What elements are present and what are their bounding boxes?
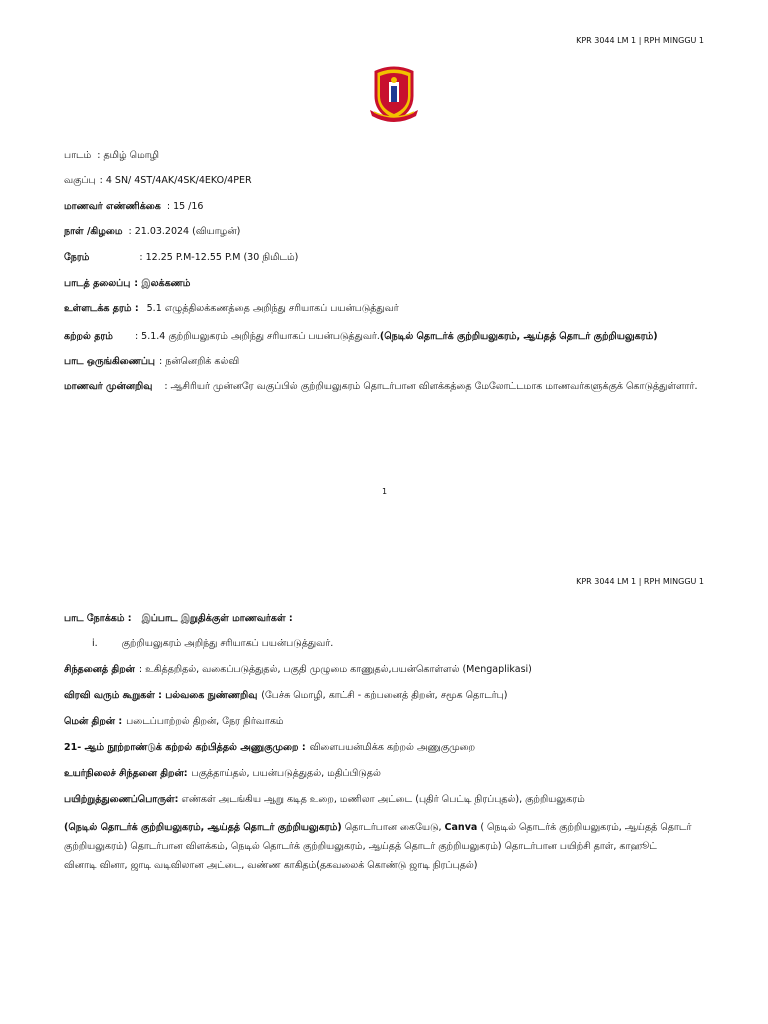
students-label: மாணவர் எண்ணிக்கை <box>64 201 161 212</box>
learning-standard-value: : 5.1.4 குற்றியலுகரம் அறிந்து சரியாகப் பயன்படுத்துவர். <box>134 331 380 342</box>
learning-standard-label: கற்றல் தரம் <box>64 331 113 342</box>
objective-item-text: குற்றியலுகரம் அறிந்து சரியாகப் பயன்படுத்துவர். <box>121 638 334 649</box>
students-value: : 15 /16 <box>166 201 204 212</box>
soft-skill-label: மென் திறன் : <box>64 716 123 727</box>
objective-row <box>64 612 293 626</box>
content-standard-value: 5.1 எழுத்திலக்கணத்தை அறிந்து சரியாகப் பயன்படுத்துவர் <box>146 303 399 314</box>
century-approach-value: விளைபயன்மிக்க கற்றல் அணுகுமுறை <box>309 742 476 753</box>
cross-element-row <box>64 689 507 703</box>
teaching-aids-bold: (நெடில் தொடர்க் குற்றியலுகரம், ஆய்தத் தொடர் குற்றியலுகரம்) <box>64 822 342 833</box>
content-standard-row <box>64 302 399 316</box>
integration-row <box>64 355 239 369</box>
date-value: : 21.03.2024 (வியாழன்) <box>128 226 241 237</box>
students-row <box>64 200 203 214</box>
school-crest-logo <box>370 66 418 124</box>
canva-label: Canva <box>444 822 478 833</box>
century-approach-label: 21- ஆம் நூற்றாண்டுக் கற்றல் கற்பித்தல் அணுகுமுறை : <box>64 742 306 753</box>
prior-knowledge-value: : ஆசிரியர் முன்னரே வகுப்பில் குற்றியலுகரம் தொடர்பான விளக்கத்தை மேலோட்டமாக மாணவர்களுக்குக் கொடுத்துள்ளார். <box>164 381 698 392</box>
subject-label: பாடம் <box>64 150 92 161</box>
integration-value: : நன்னெறிக் கல்வி <box>159 356 240 367</box>
prior-knowledge-row <box>64 377 703 397</box>
learning-standard-bold: (நெடில் தொடர்க் குற்றியலுகரம், ஆய்தத் தொடர் குற்றியலுகரம்) <box>379 331 658 342</box>
time-row <box>64 251 298 265</box>
page2-header: KPR 3044 LM 1 | RPH MINGGU 1 <box>576 577 704 586</box>
learning-standard-row <box>64 330 658 344</box>
page-number: 1 <box>382 487 388 496</box>
teaching-aids-row <box>64 793 585 807</box>
objective-item-number: i. <box>92 638 98 649</box>
objective-intro: இப்பாட இறுதிக்குள் மாணவர்கள் : <box>141 613 293 624</box>
class-label: வகுப்பு <box>64 175 96 186</box>
teaching-aids-line4 <box>64 859 477 873</box>
thinking-skill-value: : உகித்தறிதல், வகைப்படுத்துதல், பகுதி முழுமை காணுதல்,பயன்கொள்ளல் (Mengaplikasi) <box>138 664 532 675</box>
teaching-aids-line2 <box>64 821 691 835</box>
teaching-aids-label: பயிற்றுத்துணைப்பொருள்: <box>64 794 179 805</box>
teaching-aids-line2-b: ( நெடில் தொடர்க் குற்றியலுகரம், ஆய்தத் தொடர் <box>477 822 692 833</box>
teaching-aids-line2-a: தொடர்பான கையேடு, <box>341 822 445 833</box>
time-label: நேரம் <box>64 252 90 263</box>
date-label: நாள் /கிழமை <box>64 226 123 237</box>
hots-label: உயர்நிலைச் சிந்தனை திறன்: <box>64 768 188 779</box>
thinking-skill-row <box>64 663 532 677</box>
date-row <box>64 225 240 239</box>
teaching-aids-line3 <box>64 840 657 854</box>
subject-value: : தமிழ் மொழி <box>97 150 160 161</box>
time-value: : 12.25 P.M-12.55 P.M (30 நிமிடம்) <box>139 252 299 263</box>
hots-row <box>64 767 381 781</box>
cross-element-label: விரவி வரும் கூறுகள் : பல்வகை நுண்ணறிவு <box>64 690 258 701</box>
prior-knowledge-label: மாணவர் முன்னறிவு <box>64 381 153 392</box>
objective-label: பாட நோக்கம் : <box>64 613 132 624</box>
hots-value: பகுத்தாய்தல், பயன்படுத்துதல், மதிப்பிடுதல் <box>191 768 381 779</box>
topic-row <box>64 277 190 291</box>
class-row <box>64 174 252 188</box>
topic-value: : இலக்கணம் <box>134 278 191 289</box>
class-value: : 4 SN/ 4ST/4AK/4SK/4EKO/4PER <box>99 175 252 186</box>
page1-header: KPR 3044 LM 1 | RPH MINGGU 1 <box>576 36 704 45</box>
objective-item <box>92 637 333 651</box>
content-standard-label: உள்ளடக்க தரம் : <box>64 303 139 314</box>
subject-row <box>64 149 159 163</box>
teaching-aids-line4-text: வினாடி வினா, ஜாடி வடிவிலான அட்டை, வண்ண காகிதம்(தகவலைக் கொண்டு ஜாடி நிரப்புதல்) <box>64 860 478 871</box>
soft-skill-row <box>64 715 284 729</box>
thinking-skill-label: சிந்தனைத் திறன் <box>64 664 135 675</box>
soft-skill-value: படைப்பாற்றல் திறன், நேர நிர்வாகம் <box>126 716 284 727</box>
topic-label: பாடத் தலைப்பு <box>64 278 131 289</box>
teaching-aids-value: எண்கள் அடங்கிய ஆறு கடித உறை, மணிலா அட்டை (புதிர் பெட்டி நிரப்புதல்), குற்றியலுகரம் <box>178 794 585 805</box>
teaching-aids-line3-text: குற்றியலுகரம்) தொடர்பான விளக்கம், நெடில் தொடர்க் குற்றியலுகரம், ஆய்தத் தொடர் குற்றியலுகரம்) தொடர்பான பயிற்சி தாள், காஹூட் <box>64 841 657 852</box>
century-approach-row <box>64 741 475 755</box>
integration-label: பாட ஒருங்கிணைப்பு <box>64 356 155 367</box>
cross-element-value: (பேச்சு மொழி, காட்சி - கற்பனைத் திறன், சமூக தொடர்பு) <box>261 690 508 701</box>
